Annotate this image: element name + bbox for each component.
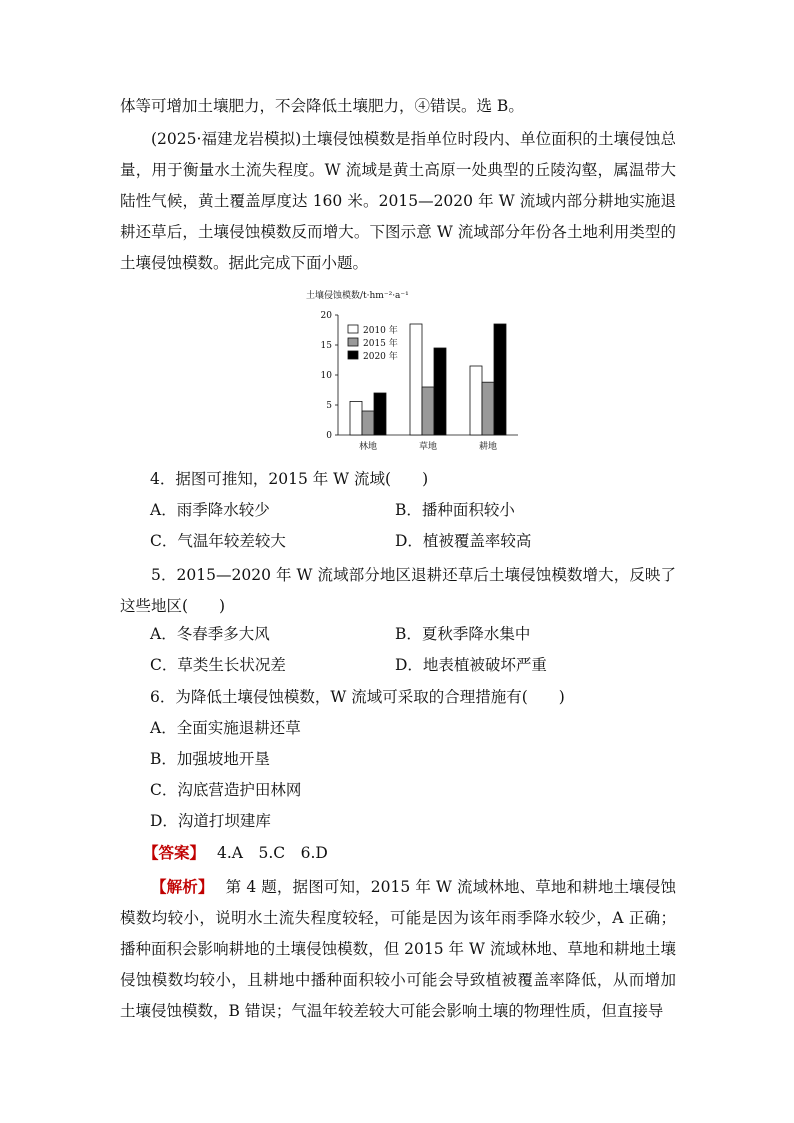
erosion-bar-chart [296, 287, 536, 457]
answer-text: 4.A 5.C 6.D [217, 844, 328, 862]
legend-swatch [348, 351, 358, 359]
y-tick-label: 15 [320, 341, 332, 351]
q6-option-b[interactable]: B．加强坡地开垦 [150, 750, 270, 768]
q6-option-d[interactable]: D．沟道打坝建库 [150, 812, 271, 830]
legend-label: 2015 年 [363, 339, 398, 349]
y-tick-label: 20 [320, 311, 332, 321]
q4-option-a[interactable]: A．雨季降水较少 [150, 501, 270, 519]
bar [422, 387, 434, 435]
answer-label: 【答案】 [143, 843, 206, 862]
q5-option-b[interactable]: B．夏秋季降水集中 [395, 625, 531, 643]
analysis-text: 第 4 题，据图可知，2015 年 W 流域林地、草地和耕地土壤侵蚀模数均较小，说明水土流失程度较轻，可能是因为该年雨季降水较少，A 正确；播种面积会影响耕地的土壤侵蚀模数，但 2015 年 W 流域林地、草地和耕地土壤侵蚀模数均较小，且耕地中播种面积较小可能会导致植被覆盖率降低，从而增加土壤侵蚀模数，B 错误；气温年较差较大可能会影响土壤的物理性质，但直接导 [120, 878, 676, 1020]
question-5-stem: 5．2015—2020 年 W 流域部分地区退耕还草后土壤侵蚀模数增大，反映了这些地区( ) [120, 566, 676, 615]
legend-swatch [348, 325, 358, 333]
bar [434, 348, 446, 435]
q5-option-a[interactable]: A．冬春季多大风 [150, 625, 270, 643]
bar [362, 411, 374, 435]
legend-swatch [348, 338, 358, 346]
y-tick-label: 0 [326, 431, 332, 441]
bar [494, 324, 506, 435]
analysis-label: 【解析】 [151, 877, 214, 896]
q5-option-c[interactable]: C．草类生长状况差 [150, 656, 286, 674]
bar [374, 393, 386, 435]
question-4-stem: 4．据图可推知，2015 年 W 流域( ) [150, 470, 429, 488]
q4-option-d[interactable]: D．植被覆盖率较高 [395, 532, 532, 550]
x-tick-label: 林地 [358, 442, 378, 452]
bar [410, 324, 422, 435]
legend-label: 2010 年 [363, 326, 398, 336]
q6-option-a[interactable]: A．全面实施退耕还草 [150, 719, 301, 737]
source-tag: (2025·福建龙岩模拟) [151, 130, 302, 148]
answer-line [143, 841, 328, 865]
q5-option-d[interactable]: D．地表植被破坏严重 [395, 656, 547, 674]
carry-over-line: 体等可增加土壤肥力，不会降低土壤肥力，④错误。选 B。 [120, 97, 524, 115]
q6-option-c[interactable]: C．沟底营造护田林网 [150, 781, 302, 799]
bar [350, 401, 362, 435]
passage [120, 124, 676, 279]
bar [470, 366, 482, 435]
q4-option-b[interactable]: B．播种面积较小 [395, 501, 515, 519]
q4-option-c[interactable]: C．气温年较差较大 [150, 532, 286, 550]
y-tick-label: 5 [326, 401, 332, 411]
analysis-paragraph [120, 871, 676, 1027]
passage-text: 土壤侵蚀模数是指单位时段内、单位面积的土壤侵蚀总量，用于衡量水土流失程度。W 流域是黄土高原一处典型的丘陵沟壑，属温带大陆性气候，黄土覆盖厚度达 160 米。2015—2020 年 W 流域内部分耕地实施退耕还草后，土壤侵蚀模数反而增大。下图示意 W 流域部分年份各土地利用类型的土壤侵蚀模数。据此完成下面小题。 [120, 130, 676, 272]
legend-label: 2020 年 [363, 352, 398, 362]
y-tick-label: 10 [320, 371, 332, 381]
chart-title: 土壤侵蚀模数/t·hm⁻²·a⁻¹ [306, 291, 409, 301]
bar [482, 382, 494, 435]
x-tick-label: 草地 [418, 442, 438, 452]
x-tick-label: 耕地 [478, 442, 498, 452]
question-6-stem: 6．为降低土壤侵蚀模数，W 流域可采取的合理措施有( ) [150, 688, 565, 706]
